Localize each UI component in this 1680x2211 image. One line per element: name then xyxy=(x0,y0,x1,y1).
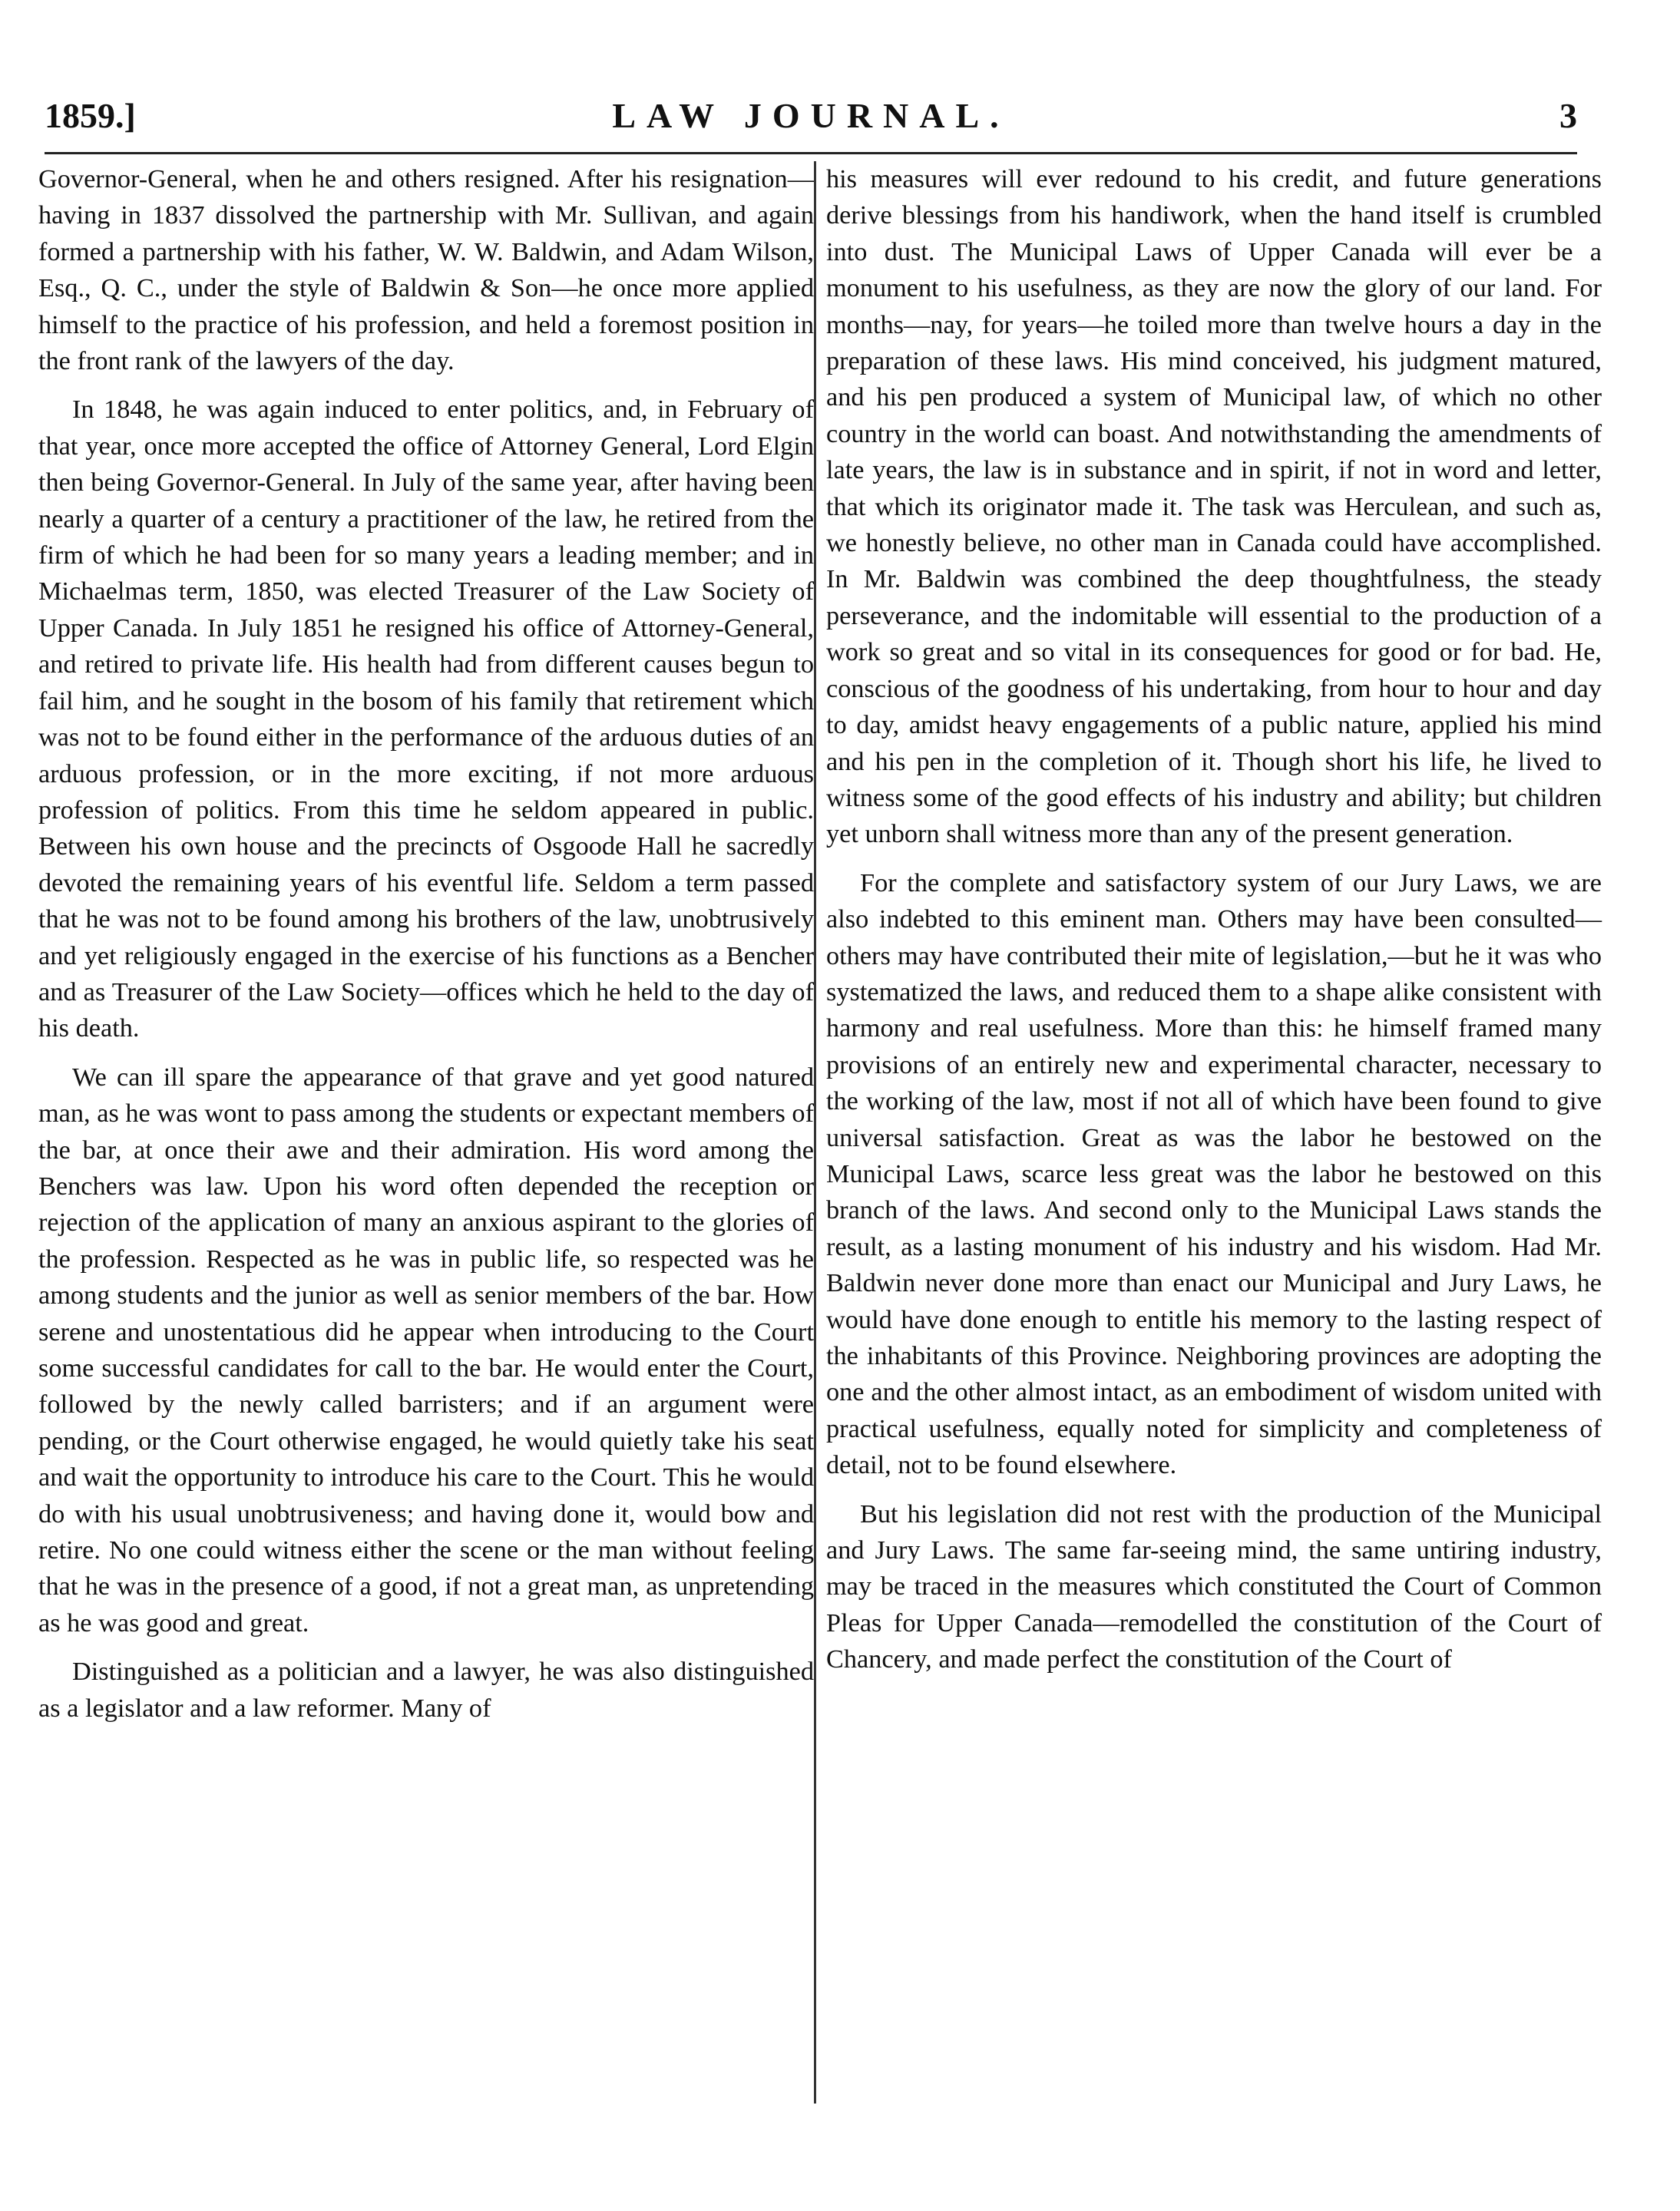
paragraph: his measures will ever redound to his credit, and future generations derive blessings from his handiwork, when the hand itself is crumbled into dust. The Municipal Laws of Upper Canada will ever be a monument to his usefulness, as they are now the glory of our land. For months—nay, for years—he toiled more than twelve hours a day in the preparation of these laws. His mind conceived, his judgment matured, and his pen produced a system of Municipal law, of which no other country in the world can boast. And notwithstanding the amendments of late years, the law is in substance and in spirit, if not in word and letter, that which its originator made it. The task was Herculean, and such as, we honestly believe, no other man in Canada could have accomplished. In Mr. Baldwin was combined the deep thoughtfulness, the steady perseverance, and the indomitable will essential to the production of a work so great and so vital in its consequences for good or for bad. He, conscious of the goodness of his undertaking, from hour to hour and day to day, amidst heavy engagements of a public nature, applied his mind and his pen in the completion of it. Though short his life, he lived to witness some of the good effects of his industry and ability; but children yet unborn shall witness more than any of the present generation. xyxy=(826,164,1602,849)
paragraph: Governor-General, when he and others resigned. After his resignation—having in 1837 dissolved the partnership with Mr. Sullivan, and again formed a partnership with his father, W. W. Baldwin, and Adam Wilson, Esq., Q. C., under the style of Baldwin & Son—he once more applied himself to the practice of his profession, and held a foremost position in the front rank of the lawyers of the day. xyxy=(38,164,814,376)
header-title: LAW JOURNAL. xyxy=(612,96,1010,135)
paragraph: In 1848, he was again induced to enter politics, and, in February of that year, once more accepted the office of Attorney General, Lord Elgin then being Governor-General. In July of the same year, after having been nearly a quarter of a century a practitioner of the law, he retired from the firm of which he had been for so many years a leading member; and in Michaelmas term, 1850, was elected Treasurer of the Law Society of Upper Canada. In July 1851 he resigned his office of Attorney-General, and retired to private life. His health had from different causes begun to fail him, and he sought in the bosom of his family that retirement which was not to be found either in the performance of the arduous duties of an arduous profession, or in the more exciting, if not more arduous profession of politics. From this time he seldom appeared in public. Between his own house and the precincts of Osgoode Hall he sacredly devoted the remaining years of his eventful life. Seldom a term passed that he was not to be found among his brothers of the law, unobtrusively and yet religiously engaged in the exercise of his functions as a Bencher and as Treasurer of the Law Society—offices which he held to the day of his death. xyxy=(38,395,814,1043)
paragraph: We can ill spare the appearance of that grave and yet good natured man, as he was wont to pass among the students or expectant members of the bar, at once their awe and their admiration. His word among the Benchers was law. Upon his word often depended the reception or rejection of the application of many an anxious aspirant to the glories of the profession. Respected as he was in public life, so respected was he among students and the junior as well as senior members of the bar. How serene and unostentatious did he appear when introducing to the Court some successful candidates for call to the bar. He would enter the Court, followed by the newly called barristers; and if an argument were pending, or the Court otherwise engaged, he would quietly take his seat and wait the opportunity to introduce his care to the Court. This he would do with his usual unobtrusiveness; and having done it, would bow and retire. No one could witness either the scene or the man without feeling that he was in the presence of a good, if not a great man, as unpretending as he was good and great. xyxy=(38,1062,814,1638)
paragraph: Distinguished as a politician and a lawyer, he was also distinguished as a legislator and a law reformer. Many of xyxy=(38,1657,814,1723)
column-divider xyxy=(814,161,816,2104)
right-column xyxy=(826,161,1602,1690)
paragraph: But his legislation did not rest with the production of the Municipal and Jury Laws. The same far-seeing mind, the same untiring industry, may be traced in the measures which constituted the Court of Common Pleas for Upper Canada—remodelled the constitution of the Court of Chancery, and made perfect the constitution of the Court of xyxy=(826,1499,1602,1674)
running-header xyxy=(45,91,1577,154)
paragraph: For the complete and satisfactory system of our Jury Laws, we are also indebted to this eminent man. Others may have been consulted—others may have contributed their mite of legislation,—but he it was who systematized the laws, and reduced them to a shape alike consistent with harmony and real usefulness. More than this: he himself framed many provisions of an entirely new and experimental character, necessary to the working of the law, most if not all of which have been found to give universal satisfaction. Great as was the labor he bestowed on the Municipal Laws, scarce less great was the labor he bestowed on this branch of the laws. And second only to the Municipal Laws stands the result, as a lasting monument of his industry and his wisdom. Had Mr. Baldwin never done more than enact our Municipal and Jury Laws, he would have done enough to entitle his memory to the lasting respect of the inhabitants of this Province. Neighboring provinces are adopting the one and the other almost intact, as an embodiment of wisdom united with practical usefulness, equally noted for simplicity and completeness of detail, not to be found elsewhere. xyxy=(826,868,1602,1480)
page-number: 3 xyxy=(1559,96,1577,135)
header-year: 1859.] xyxy=(45,96,136,135)
left-column xyxy=(38,161,814,1739)
